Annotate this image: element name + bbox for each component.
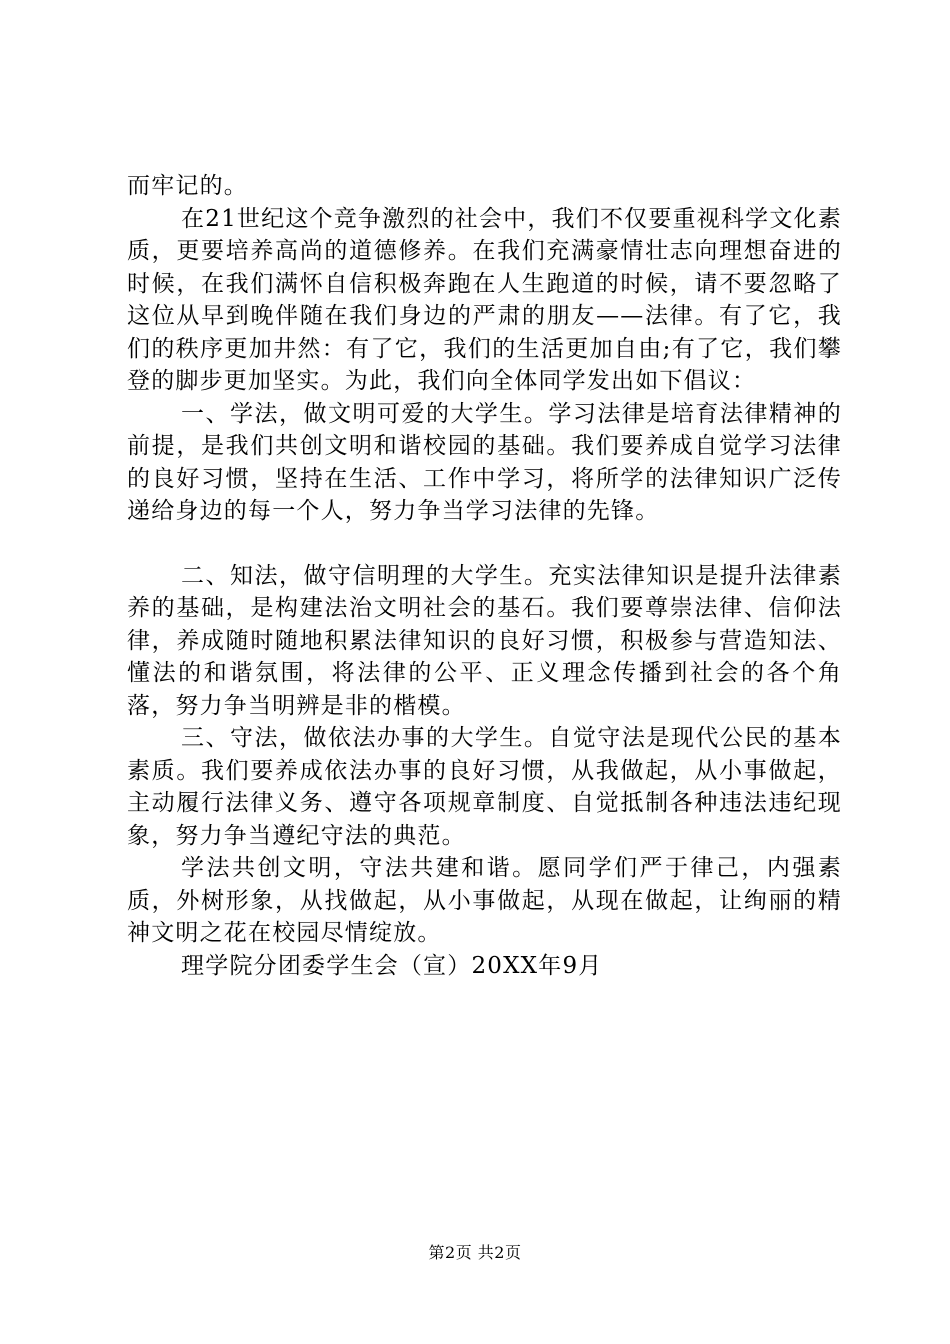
paragraph-continuation: 而牢记的。 <box>127 173 248 199</box>
paragraph-signature: 理学院分团委学生会（宣）20XX年9月 <box>181 952 603 979</box>
document-body <box>127 170 842 982</box>
paragraph-proposal-2: 二、知法，做守信明理的大学生。充实法律知识是提升法律素养的基础，是构建法治文明社会的基石。我们要尊崇法律、信仰法律，养成随时随地积累法律知识的良好习惯，积极参与营造知法、懂法的和谐氛围，将法律的公平、正义理念传播到社会的各个角落，努力争当明辨是非的楷模。 <box>127 562 842 719</box>
paragraph-intro: 在21世纪这个竞争激烈的社会中，我们不仅要重视科学文化素质，更要培养高尚的道德修养。在我们充满豪情壮志向理想奋进的时候，在我们满怀自信积极奔跑在人生跑道的时候，请不要忽略了这位从早到晚伴随在我们身边的严肃的朋友——法律。有了它，我们的秩序更加井然：有了它，我们的生活更加自由;有了它，我们攀登的脚步更加坚实。为此，我们向全体同学发出如下倡议： <box>127 205 842 394</box>
page-footer: 第2页 共2页 <box>428 1243 522 1262</box>
paragraph-closing: 学法共创文明，守法共建和谐。愿同学们严于律己，内强素质，外树形象，从找做起，从小事做起，从现在做起，让绚丽的精神文明之花在校园尽情绽放。 <box>127 855 842 946</box>
paragraph-proposal-3: 三、守法，做依法办事的大学生。自觉守法是现代公民的基本素质。我们要养成依法办事的良好习惯，从我做起，从小事做起，主动履行法律义务、遵守各项规章制度、自觉抵制各种违法违纪现象，努力争当遵纪守法的典范。 <box>127 725 842 849</box>
paragraph-proposal-1: 一、学法，做文明可爱的大学生。学习法律是培育法律精神的前提，是我们共创文明和谐校园的基础。我们要养成自觉学习法律的良好习惯，坚持在生活、工作中学习，将所学的法律知识广泛传递给身边的每一个人，努力争当学习法律的先锋。 <box>127 400 842 524</box>
